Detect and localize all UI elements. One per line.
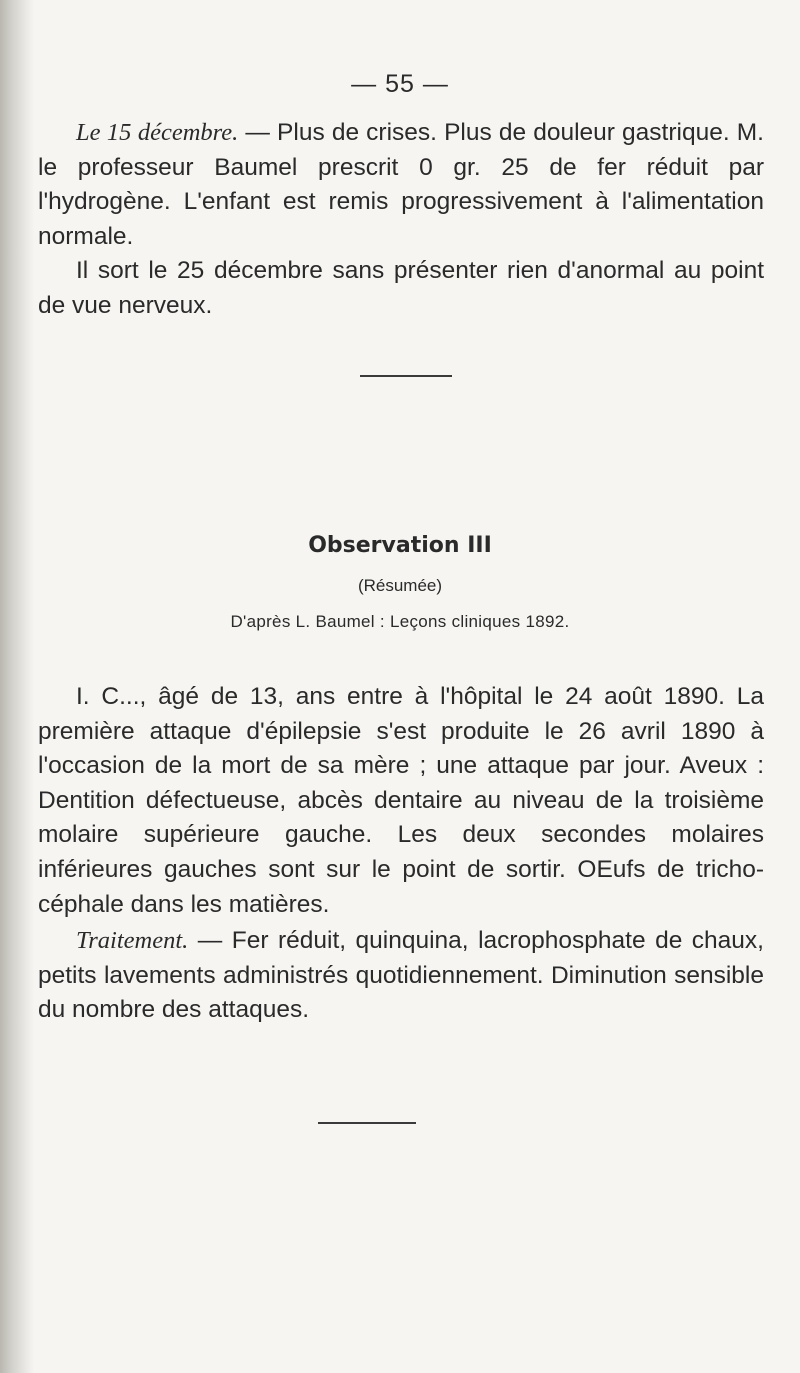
paragraph-discharge bbox=[38, 254, 764, 323]
paragraph-lead-date: Le 15 décembre. bbox=[76, 119, 239, 146]
paragraph-body: I. C..., âgé de 13, ans entre à l'hôpital le 24 août 1890. La première attaque d'épilepsie s'est produite le 26 avril 1890 à l'occasion de la mort de sa mère ; une attaque par jour. Aveux : Dentition défectueuse, abcès dentaire au niveau de la troisième molaire supérieure gauche. Les deux secondes molaires inférieures gauches sont sur le point de sortir. OEufs de tricho-céphale dans les matières. bbox=[38, 683, 764, 918]
section-divider bbox=[360, 375, 452, 377]
paragraph-body: — Fer réduit, quinquina, lacrophosphate de chaux, petits lavements administrés quotidiennement. Diminution sensible du nombre des attaques. bbox=[38, 927, 764, 1024]
paragraph-body: — Plus de crises. Plus de douleur gastrique. M. le professeur Baumel prescrit 0 gr. 25 de fer réduit par l'hydrogène. L'enfant est remis progressivement à l'alimentation normale. bbox=[38, 119, 764, 250]
observation-subtitle: (Résumée) bbox=[357, 576, 443, 595]
paragraph-treatment bbox=[38, 924, 764, 1028]
paragraph-case-history bbox=[38, 680, 764, 922]
section-divider bbox=[318, 1122, 416, 1124]
paragraph-body: Il sort le 25 décembre sans présenter rien d'anormal au point de vue nerveux. bbox=[38, 257, 764, 319]
paragraph-december-15 bbox=[38, 116, 764, 254]
page-number: — 55 — bbox=[351, 70, 449, 98]
observation-source: D'après L. Baumel : Leçons cliniques 1892. bbox=[230, 612, 570, 631]
observation-title: Observation III bbox=[308, 533, 492, 558]
page-binding-shadow bbox=[0, 0, 34, 1373]
paragraph-lead-treatment: Traitement. bbox=[76, 927, 189, 954]
